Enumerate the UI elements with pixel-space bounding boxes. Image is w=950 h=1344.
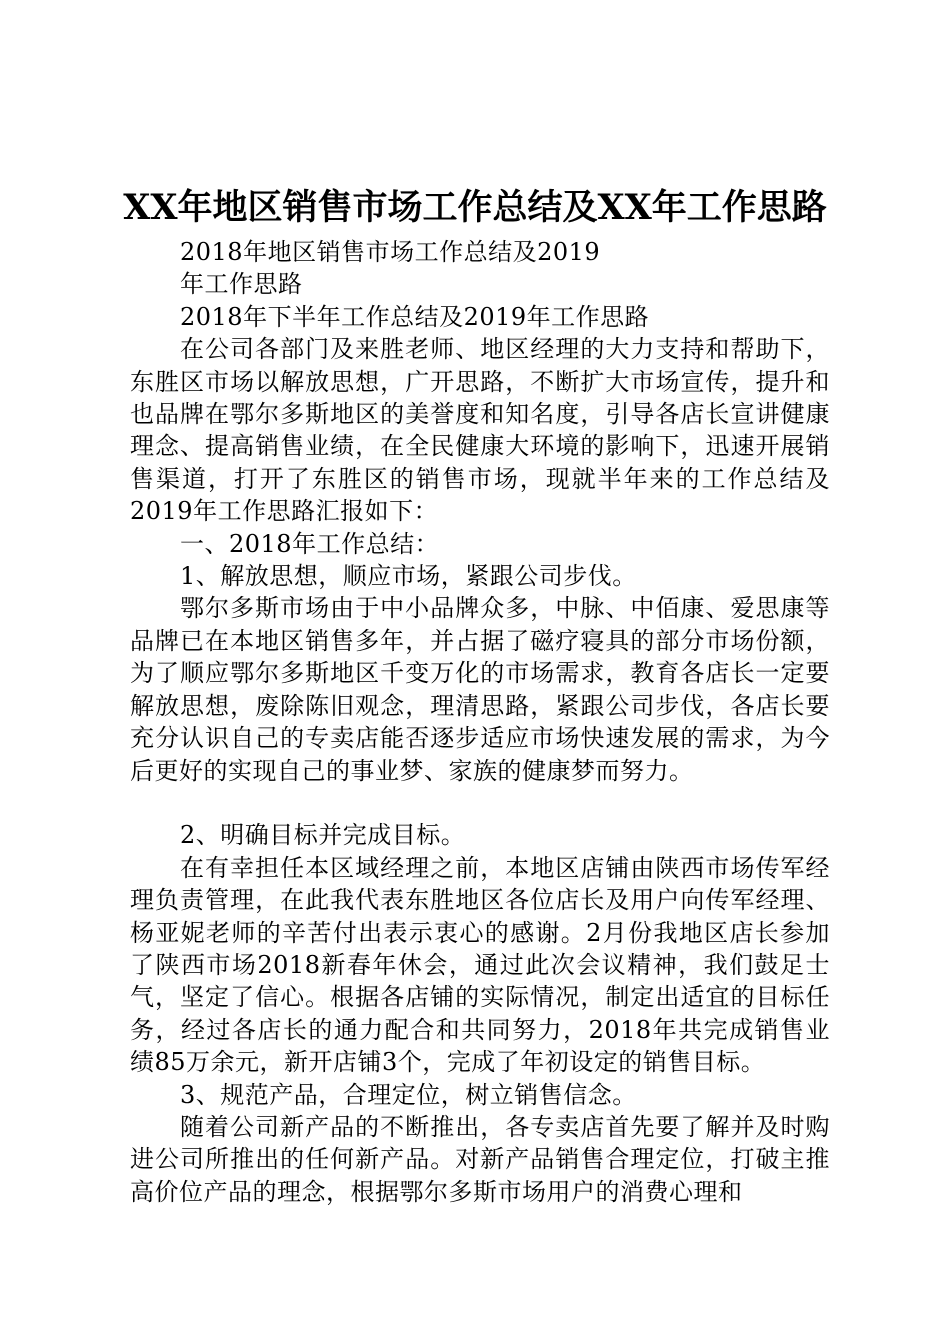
blank-line bbox=[130, 787, 830, 819]
subtitle-line-2: 年工作思路 bbox=[180, 270, 303, 299]
subtitle-line-3: 2018年下半年工作总结及2019年工作思路 bbox=[180, 302, 650, 331]
item-2-body: 在有幸担任本区域经理之前，本地区店铺由陕西市场传军经理负责管理，在此我代表东胜地区各位店长及用户向传军经理、杨亚妮老师的辛苦付出表示衷心的感谢。2月份我地区店长参加了陕西市场2018新春年休会，通过此次会议精神，我们鼓足士气，坚定了信心。根据各店铺的实际情况，制定出适宜的目标任务，经过各店长的通力配合和共同努力，2018年共完成销售业绩85万余元，新开店铺3个，完成了年初设定的销售目标。 bbox=[130, 853, 830, 1077]
subtitle-line-1: 2018年地区销售市场工作总结及2019 bbox=[180, 238, 601, 266]
document-body bbox=[130, 236, 830, 1208]
document-title: XX年地区销售市场工作总结及XX年工作思路 bbox=[123, 187, 827, 228]
item-3-heading: 3、规范产品，合理定位，树立销售信念。 bbox=[180, 1080, 637, 1109]
item-3-body: 随着公司新产品的不断推出，各专卖店首先要了解并及时购进公司所推出的任何新产品。对新产品销售合理定位，打破主推高价位产品的理念，根据鄂尔多斯市场用户的消费心理和 bbox=[130, 1112, 830, 1206]
intro-paragraph: 在公司各部门及来胜老师、地区经理的大力支持和帮助下，东胜区市场以解放思想，广开思路，不断扩大市场宣传，提升和也品牌在鄂尔多斯地区的美誉度和知名度，引导各店长宣讲健康理念、提高销售业绩，在全民健康大环境的影响下，迅速开展销售渠道，打开了东胜区的销售市场，现就半年来的工作总结及2019年工作思路汇报如下： bbox=[130, 335, 830, 526]
item-1-heading: 1、解放思想，顺应市场，紧跟公司步伐。 bbox=[180, 562, 637, 591]
item-2-heading: 2、明确目标并完成目标。 bbox=[180, 821, 466, 850]
section-1-heading: 一、2018年工作总结： bbox=[180, 529, 440, 558]
item-1-body: 鄂尔多斯市场由于中小品牌众多，中脉、中佰康、爱思康等品牌已在本地区销售多年，并占据了磁疗寝具的部分市场份额，为了顺应鄂尔多斯地区千变万化的市场需求，教育各店长一定要解放思想，废除陈旧观念，理清思路，紧跟公司步伐，各店长要充分认识自己的专卖店能否逐步适应市场快速发展的需求，为今后更好的实现自己的事业梦、家族的健康梦而努力。 bbox=[130, 594, 830, 785]
